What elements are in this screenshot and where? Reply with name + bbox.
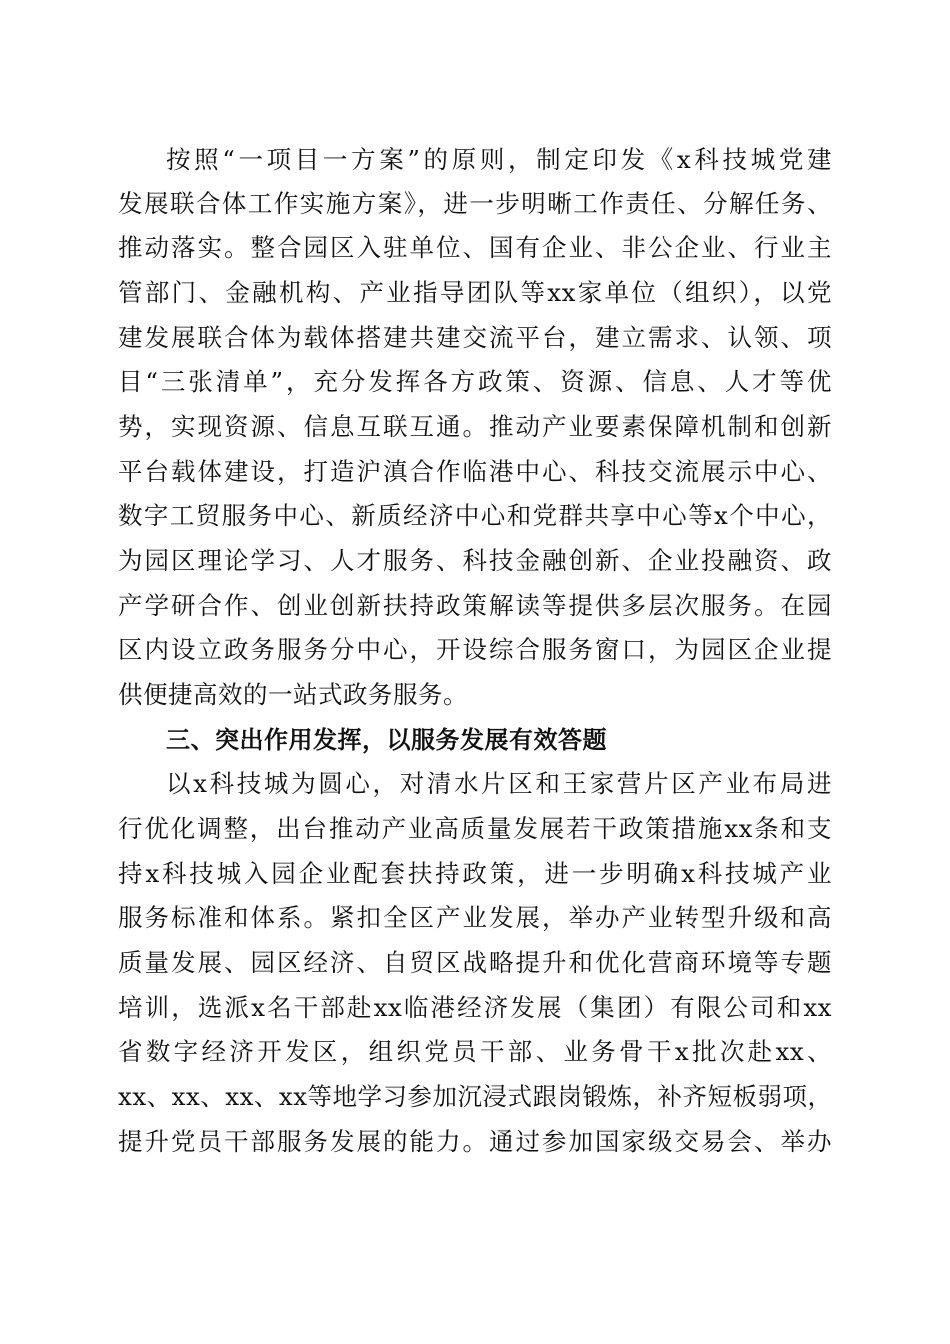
paragraph1-line-5: 建发展联合体为载体搭建共建交流平台，建立需求、认领、项 — [118, 323, 832, 352]
paragraph1-line-13: 供便捷高效的一站式政务服务。 — [118, 680, 468, 709]
section3-line-5: 质量发展、园区经济、自贸区战略提升和优化营商环境等专题 — [118, 948, 832, 977]
paragraph1-line-8: 平台载体建设，打造沪滇合作临港中心、科技交流展示中心、 — [118, 457, 832, 486]
section3-line-4: 服务标准和体系。紧扣全区产业发展，举办产业转型升级和高 — [118, 903, 832, 932]
section3-line-9: 提升党员干部服务发展的能力。通过参加国家级交易会、举办 — [118, 1127, 832, 1156]
paragraph1-line-10: 为园区理论学习、人才服务、科技金融创新、企业投融资、政 — [118, 546, 832, 575]
paragraph1-line-11: 产学研合作、创业创新扶持政策解读等提供多层次服务。在园 — [118, 591, 832, 620]
section3-line-6: 培训，选派x名干部赴xx临港经济发展（集团）有限公司和xx — [118, 993, 832, 1022]
section3-line-3: 持x科技城入园企业配套扶持政策，进一步明确x科技城产业 — [118, 859, 832, 888]
section-heading: 三、突出作用发挥，以服务发展有效答题 — [166, 726, 607, 754]
paragraph1-line-12: 区内设立政务服务分中心，开设综合服务窗口，为园区企业提 — [118, 635, 832, 664]
paragraph1-line-6: 目“三张清单”，充分发挥各方政策、资源、信息、人才等优 — [118, 367, 832, 396]
section3-line-2: 行优化调整，出台推动产业高质量发展若干政策措施xx条和支 — [118, 814, 832, 843]
section3-line-8: xx、xx、xx、xx等地学习参加沉浸式跟岗锻炼，补齐短板弱项， — [118, 1082, 833, 1111]
paragraph1-line-4: 管部门、金融机构、产业指导团队等xx家单位（组织），以党 — [118, 278, 832, 307]
section3-line-7: 省数字经济开发区，组织党员干部、业务骨干x批次赴xx、 — [118, 1037, 832, 1066]
paragraph1-line-2: 发展联合体工作实施方案》，进一步明晰工作责任、分解任务、 — [118, 189, 832, 218]
section3-line-1: 以x科技城为圆心，对清水片区和王家营片区产业布局进 — [166, 769, 832, 798]
paragraph1-line-3: 推动落实。整合园区入驻单位、国有企业、非公企业、行业主 — [118, 233, 832, 262]
paragraph1-line-9: 数字工贸服务中心、新质经济中心和党群共享中心等x个中心， — [118, 501, 832, 530]
paragraph1-line-7: 势，实现资源、信息互联互通。推动产业要素保障机制和创新 — [118, 412, 832, 441]
paragraph1-line-1: 按照“一项目一方案”的原则，制定印发《x科技城党建 — [166, 145, 832, 174]
